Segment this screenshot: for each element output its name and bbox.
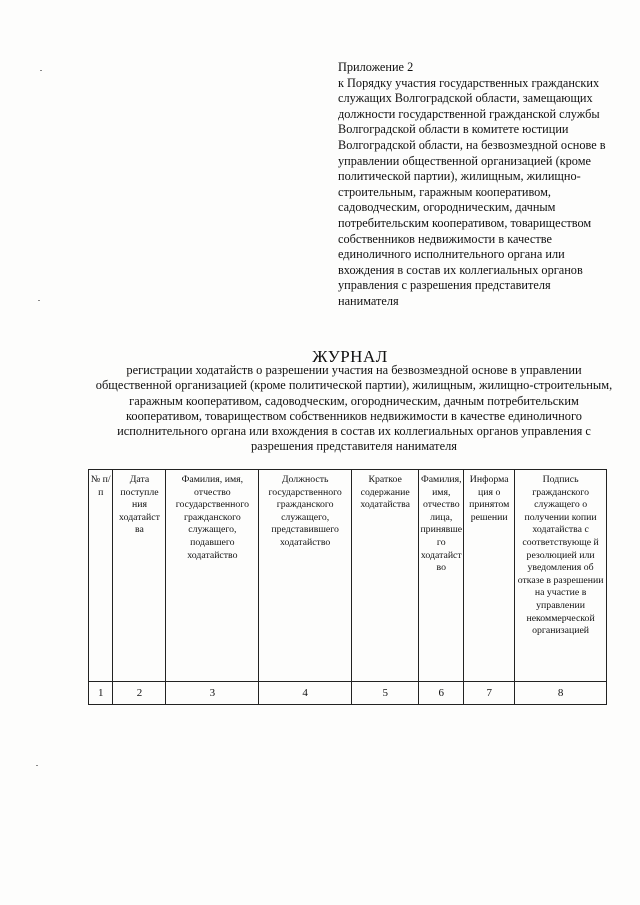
header-cell-signature: Подпись гражданского служащего о получении копии ходатайства с соответствующе й резолюцией или уведомления об отказе в разрешении на участие в управлении некоммерческой организацией xyxy=(515,470,607,682)
scan-speck xyxy=(36,765,38,766)
appendix-block xyxy=(338,60,608,310)
header-cell-position: Должность государственного гражданского служащего, представившего ходатайство xyxy=(259,470,352,682)
column-number-cell: 2 xyxy=(113,682,166,705)
table-header-row xyxy=(89,470,607,682)
column-number-cell: 6 xyxy=(419,682,464,705)
header-cell-number: № п/п xyxy=(89,470,113,682)
header-cell-receiver-name: Фамилия, имя, отчество лица, принявше го ходатайст во xyxy=(419,470,464,682)
column-number-cell: 7 xyxy=(464,682,515,705)
journal-title: ЖУРНАЛ xyxy=(312,347,388,366)
journal-subtitle: регистрации ходатайств о разрешении участия на безвозмездной основе в управлении общественной организацией (кроме политической партии), жилищным, жилищно-строительным, гаражным кооперативом, садоводческим, огородническим, дачным потребительским кооперативом, товариществом собственников недвижимости в качестве единоличного исполнительного органа или вхождения в состав их коллегиальных органов управления с разрешения представителя нанимателя xyxy=(95,363,613,454)
column-number-cell: 5 xyxy=(352,682,419,705)
table-row xyxy=(89,682,607,705)
header-cell-date: Дата поступле ния ходатайст ва xyxy=(113,470,166,682)
scan-speck xyxy=(40,70,42,71)
header-cell-applicant-name: Фамилия, имя, отчество государственного гражданского служащего, подавшего ходатайство xyxy=(166,470,259,682)
scan-speck xyxy=(38,300,40,301)
column-number-cell: 1 xyxy=(89,682,113,705)
appendix-text: к Порядку участия государственных гражданских служащих Волгоградской области, замещающих должности государственной гражданской службы Волгоградской области в комитете юстиции Волгоградской области, на безвозмездной основе в управлении общественной организацией (кроме политической партии), жилищным, жилищно-строительным, гаражным кооперативом, садоводческим, огородническим, дачным потребительским кооперативом, товариществом собственников недвижимости в качестве единоличного исполнительного органа или вхождения в состав их коллегиальных органов управления с разрешения представителя нанимателя xyxy=(338,75,606,308)
header-cell-decision: Информа ция о принятом решении xyxy=(464,470,515,682)
header-cell-summary: Краткое содержание ходатайства xyxy=(352,470,419,682)
column-number-cell: 4 xyxy=(259,682,352,705)
register-table xyxy=(88,469,607,705)
column-number-cell: 3 xyxy=(166,682,259,705)
appendix-title: Приложение 2 xyxy=(338,60,414,74)
column-number-cell: 8 xyxy=(515,682,607,705)
